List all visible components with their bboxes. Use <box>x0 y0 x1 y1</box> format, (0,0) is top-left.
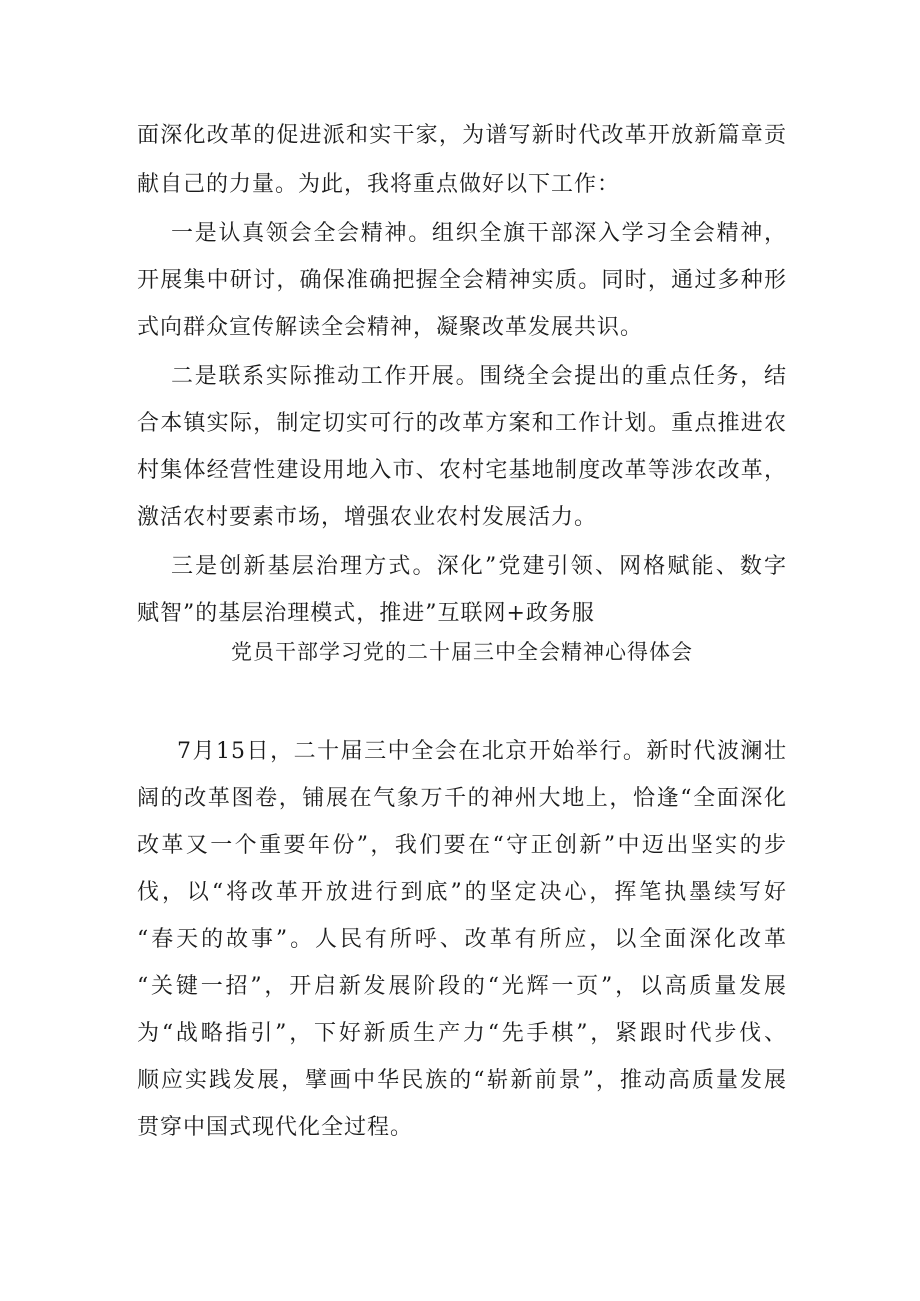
document-title: 党员干部学习党的二十届三中全会精神心得体会 <box>231 640 693 664</box>
text-line: 三是创新基层治理方式。深化”党建引领、网格赋能、数字 <box>171 554 787 579</box>
text-line: 7月15日，二十届三中全会在北京开始举行。新时代波澜壮 <box>177 739 787 764</box>
text-line: 一是认真领会全会精神。组织全旗干部深入学习全会精神， <box>171 221 787 246</box>
text-line: 二是联系实际推动工作开展。围绕全会提出的重点任务，结 <box>171 364 787 389</box>
text-line: “春天的故事”。人民有所呼、改革有所应，以全面深化改革 <box>137 927 787 952</box>
text-line: 伐，以“将改革开放进行到底”的坚定决心，挥笔执墨续写好 <box>137 880 787 905</box>
text-line: 开展集中研讨，确保准确把握全会精神实质。同时，通过多种形 <box>137 268 787 293</box>
text-line: 贯穿中国式现代化全过程。 <box>137 1115 414 1140</box>
text-line: 赋智”的基层治理模式，推进”互联网+政务服 <box>137 601 595 626</box>
text-line: 顺应实践发展，擘画中华民族的“崭新前景”，推动高质量发展 <box>137 1068 787 1093</box>
text-line: 面深化改革的促进派和实干家，为谱写新时代改革开放新篇章贡 <box>137 123 787 148</box>
text-line: 献自己的力量。为此，我将重点做好以下工作： <box>137 172 621 197</box>
text-line: 村集体经营性建设用地入市、农村宅基地制度改革等涉农改革， <box>137 458 787 483</box>
text-line: 阔的改革图卷，铺展在气象万千的神州大地上，恰逢“全面深化 <box>137 786 787 811</box>
text-line: 式向群众宣传解读全会精神，凝聚改革发展共识。 <box>137 315 644 340</box>
text-line: 合本镇实际，制定切实可行的改革方案和工作计划。重点推进农 <box>137 411 787 436</box>
text-line: 激活农村要素市场，增强农业农村发展活力。 <box>137 505 598 530</box>
text-line: 为“战略指引”，下好新质生产力“先手棋”，紧跟时代步伐、 <box>137 1021 787 1046</box>
text-line: “关键一招”，开启新发展阶段的“光辉一页”，以高质量发展 <box>137 974 787 999</box>
text-line: 改革又一个重要年份”，我们要在“守正创新”中迈出坚实的步 <box>137 833 787 858</box>
